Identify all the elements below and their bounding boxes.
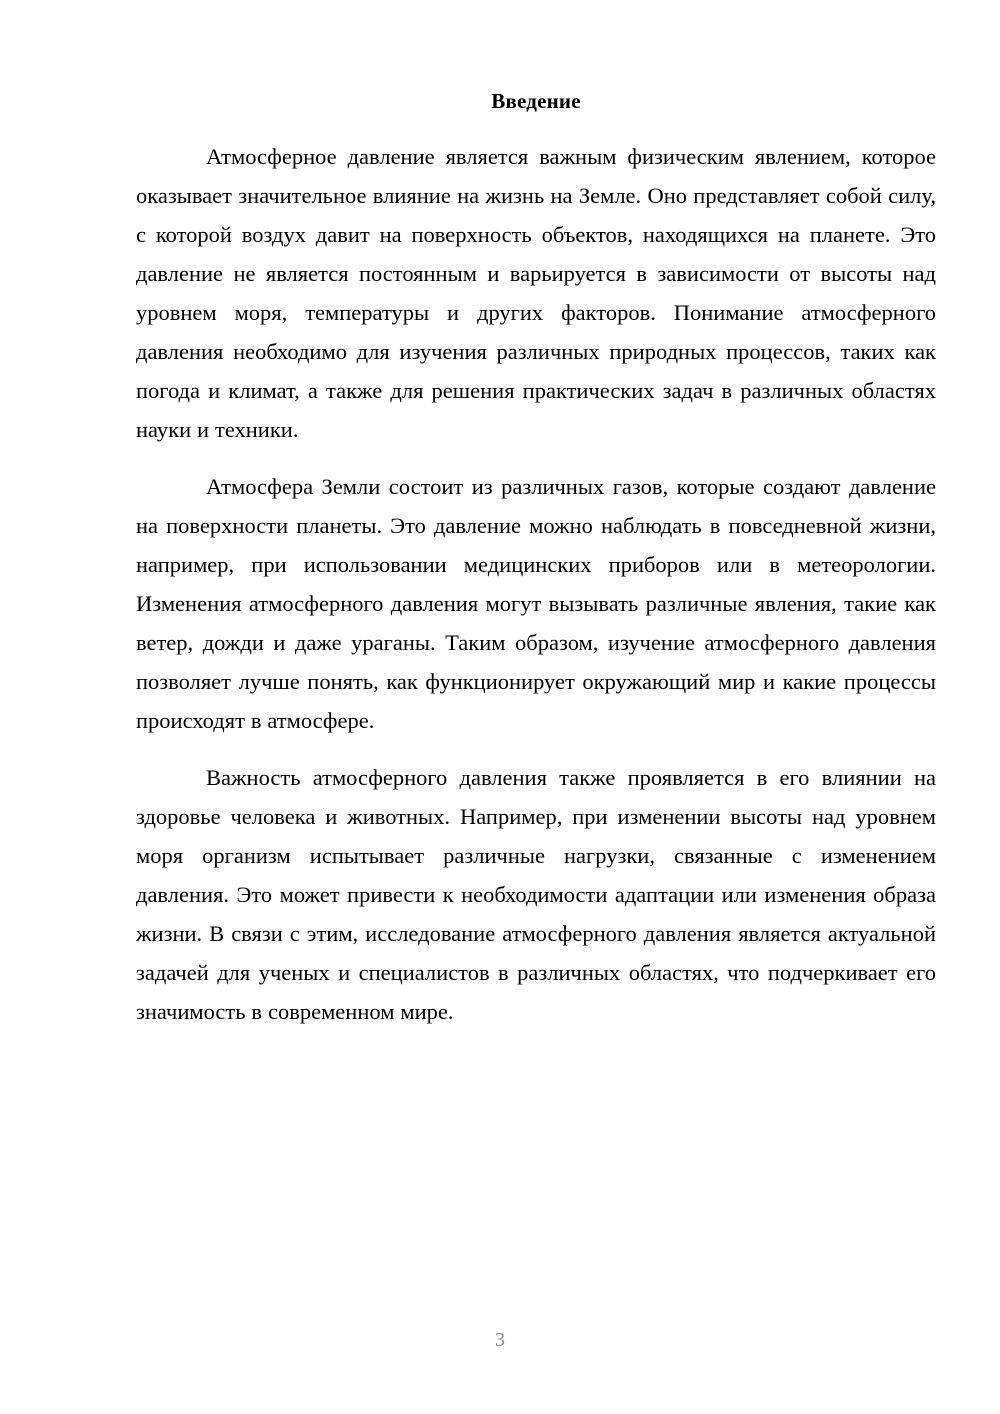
page-title: Введение: [491, 89, 581, 113]
body-paragraph-2: Атмосфера Земли состоит из различных газов, которые создают давление на поверхности планеты. Это давление можно наблюдать в повседневной жизни, например, при использовании медицинских приборов или в метеорологии. Изменения атмосферного давления могут вызывать различные явления, такие как ветер, дожди и даже ураганы. Таким образом, изучение атмосферного давления позволяет лучше понять, как функционирует окружающий мир и какие процессы происходят в атмосфере.: [136, 474, 936, 734]
body-paragraph-1: Атмосферное давление является важным физическим явлением, которое оказывает значительное влияние на жизнь на Земле. Оно представляет собой силу, с которой воздух давит на поверхность объектов, находящихся на планете. Это давление не является постоянным и варьируется в зависимости от высоты над уровнем моря, температуры и других факторов. Понимание атмосферного давления необходимо для изучения различных природных процессов, таких как погода и климат, а также для решения практических задач в различных областях науки и техники.: [136, 144, 936, 443]
document-body: [136, 88, 936, 1031]
body-paragraph-3: Важность атмосферного давления также проявляется в его влиянии на здоровье человека и животных. Например, при изменении высоты над уровнем моря организм испытывает различные нагрузки, связанные с изменением давления. Это может привести к необходимости адаптации или изменения образа жизни. В связи с этим, исследование атмосферного давления является актуальной задачей для ученых и специалистов в различных областях, что подчеркивает его значимость в современном мире.: [136, 765, 936, 1025]
page-number: 3: [495, 1329, 505, 1351]
